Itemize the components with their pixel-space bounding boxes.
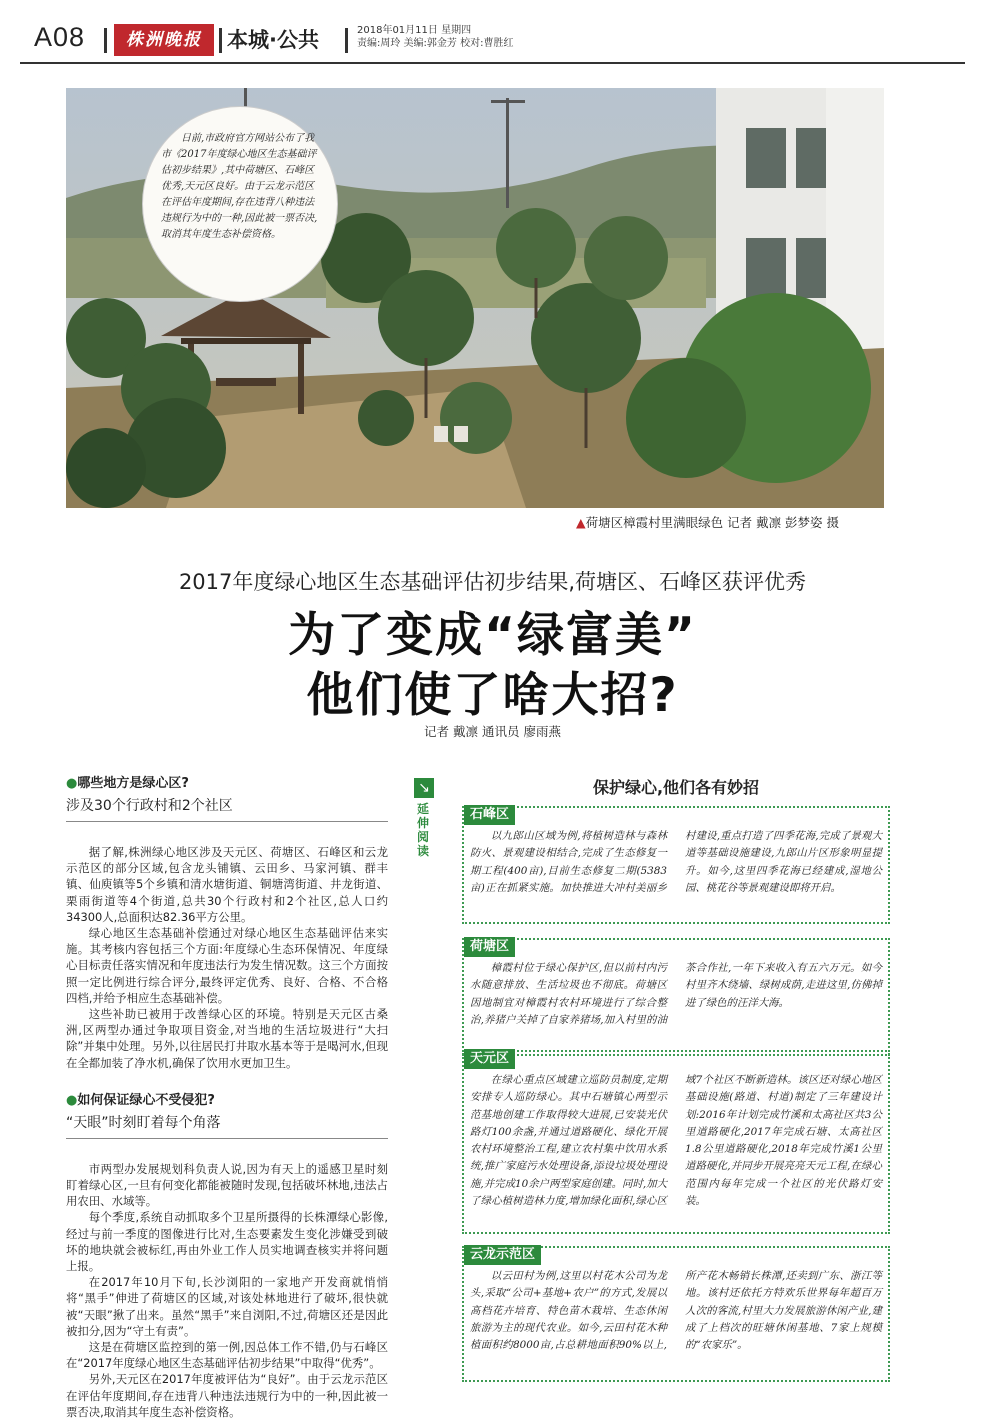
paragraph: 每个季度,系统自动抓取多个卫星所摄得的长株潭绿心影像,经过与前一季度的图像进行比对,生态要素发生变化涉嫌受到破坏的地块就会被标红,再由外业工作人员实地调查核实并将问题上报。 <box>66 1210 388 1274</box>
district-box-shifeng <box>462 806 890 924</box>
answer-subhead-2: “天眼”时刻盯着每个角落 <box>66 1112 388 1139</box>
article-subtitle: 2017年度绿心地区生态基础评估初步结果,荷塘区、石峰区获评优秀 <box>178 570 807 594</box>
photo-callout-bubble <box>142 106 338 302</box>
district-text: 樟霞村位于绿心保护区,但以前村内污水随意排放、生活垃圾也不彻底。荷塘区因地制宜对樟霞村农村环境进行了综合整治,养猪户关掉了自家养猪场,加入村里的油茶合作社,一年下来收入有五六万元。如今村里齐木绕墙、绿树成荫,走进这里,仿佛掉进了绿色的汪洋大海。 <box>470 962 882 1026</box>
page-header <box>20 22 965 60</box>
caption-text: 荷塘区樟霞村里满眼绿色 记者 戴凛 彭梦姿 摄 <box>585 515 840 530</box>
paragraph: 市两型办发展规划科负责人说,因为有天上的遥感卫星时刻盯着绿心区,一旦有何变化都能被随时发现,包括破坏林地,违法占用农田、水域等。 <box>66 1161 388 1209</box>
district-label: 石峰区 <box>464 805 515 825</box>
feature-photo <box>66 88 884 508</box>
paragraph: 这些补助已被用于改善绿心区的环境。特别是天元区古桑洲,区两型办通过争取项目资金,对当地的生活垃圾进行“大扫除”并集中处理。另外,以往居民打井取水基本等于是喝河水,但现在全都加装了净水机,确保了饮用水更加卫生。 <box>66 1007 388 1070</box>
bullet-dot-icon: ● <box>66 1092 78 1108</box>
spacer <box>66 1071 388 1089</box>
district-text: 以九郎山区域为例,将植树造林与森林防火、景观建设相结合,完成了生态修复一期工程(400亩),目前生态修复二期(5383亩)正在抓紧实施。加快推进大冲村美丽乡村建设,重点打造了四季花海,完成了景观大道等基础设施建设,九郎山片区形象明显提升。如今,这里四季花海已经建成,湿地公园、桃花谷等景观建设即将开启。 <box>470 830 882 894</box>
district-label: 云龙示范区 <box>464 1245 541 1265</box>
spacer <box>66 1139 388 1161</box>
article-title-line-2: 他们使了啥大招? <box>306 668 679 723</box>
extended-reading-tag <box>414 778 440 858</box>
header-rule <box>20 62 965 64</box>
question-heading-2 <box>66 1089 388 1108</box>
district-label: 天元区 <box>464 1049 515 1069</box>
question-2-text: 如何保证绿心不受侵犯? <box>77 1092 215 1108</box>
divider <box>219 28 222 53</box>
divider <box>104 28 107 53</box>
paragraph: 在2017年10月下旬,长沙浏阳的一家地产开发商就悄悄将“黑手”伸进了荷塘区的区域,对该处林地进行了破坏,很快就被“天眼”揪了出来。虽然“黑手”来自浏阳,不过,荷塘区还是因此被扣分,因为“守土有责”。 <box>66 1275 388 1338</box>
district-label: 荷塘区 <box>464 937 515 957</box>
arrow-icon: ↘ <box>414 778 434 798</box>
bullet-dot-icon: ● <box>66 776 78 791</box>
staff-credits: 责编:周玲 美编:郭金芳 校对:曹胜红 <box>357 38 514 49</box>
district-box-yunlong <box>462 1246 890 1382</box>
district-text: 在绿心重点区域建立巡防员制度,定期安排专人巡防绿心。其中石塘镇心两型示范基地创建工作取得较大进展,已安装光伏路灯100余盏,并通过道路硬化、绿化开展农村环境整治工程,建立农村集中饮用水系统,推广家庭污水处理设备,添设垃圾处理设施,并完成10余户两型家庭创建。同时,加大了绿心植树造林力度,增加绿化面积,绿心区域7个社区不断新造林。该区还对绿心地区基础设施(路道、村道)制定了三年建设计划:2016年计划完成竹溪和太高社区共3公里道路硬化,2017年完成石塘、太高社区1.8公里道路硬化,2018年完成竹溪1公里道路硬化,并同步开展亮亮天元工程,在绿心范围内每年完成一个社区的光伏路灯安装。 <box>470 1074 882 1208</box>
sidebar-heading: 保护绿心,他们各有妙招 <box>592 778 760 797</box>
callout-text: 日前,市政府官方网站公布了我市《2017年度绿心地区生态基础评估初步结果》,其中荷塘区、石峰区优秀,天元区良好。由于云龙示范区在评估年度期间,存在违背八种违法违规行为中的一种,因此被一票否决,取消其年度生态补偿资格。 <box>161 133 318 240</box>
paragraph: 绿心地区生态基础补偿通过对绿心地区生态基础评估来实施。其考核内容包括三个方面:年度绿心生态环保情况、年度绿心目标责任落实情况和年度违法行为发生情况数。这三个方面按照一定比例进行综合评分,最终评定优秀、良好、合格、不合格四档,并给予相应生态基础补偿。 <box>66 926 388 1005</box>
main-article-column <box>66 772 388 1420</box>
newspaper-logo: 株洲晚报 <box>114 24 214 56</box>
question-heading-1 <box>66 772 388 791</box>
extended-reading-label: 延伸阅读 <box>416 802 429 858</box>
district-box-tianyuan <box>462 1050 890 1234</box>
paragraph: 据了解,株洲绿心地区涉及天元区、荷塘区、石峰区和云龙示范区的部分区域,包含龙头铺镇、云田乡、马家河镇、群丰镇、仙庾镇等5个乡镇和清水塘街道、铜塘湾街道、井龙街道、栗雨街道等4个街道,总共30个行政村和2个社区,总人口约34300人,总面积达82.36平方公里。 <box>66 845 388 924</box>
article-title-line-1: 为了变成“绿富美” <box>288 608 697 663</box>
issue-meta <box>357 24 513 50</box>
district-box-hetang <box>462 938 890 1056</box>
photo-caption <box>576 513 839 531</box>
page-number: A08 <box>34 22 86 52</box>
divider <box>345 28 348 53</box>
question-1-text: 哪些地方是绿心区? <box>77 776 189 791</box>
paragraph: 另外,天元区在2017年度被评估为“良好”。由于云龙示范区在评估年度期间,存在违背八种违法违规行为中的一种,因此被一票否决,取消其年度生态补偿资格。 <box>66 1372 388 1419</box>
issue-date: 2018年01月11日 星期四 <box>357 25 472 36</box>
section-name: 本城·公共 <box>227 28 319 52</box>
caption-triangle-icon: ▲ <box>576 515 586 530</box>
answer-subhead-1: 涉及30个行政村和2个社区 <box>66 795 388 822</box>
paragraph: 这是在荷塘区监控到的第一例,因总体工作不错,仍与石峰区在“2017年度绿心地区生态基础评估初步结果”中取得“优秀”。 <box>66 1340 388 1371</box>
spacer <box>66 822 388 844</box>
district-text: 以云田村为例,这里以村花木公司为龙头,采取“公司+基地+农户”的方式,发展以高档花卉培育、特色苗木栽培、生态休闲旅游为主的现代农业。如今,云田村花木种植面积约8000亩,占总耕地面积90%以上,所产花木畅销长株潭,还卖到广东、浙江等地。该村还依托方特欢乐世界每年超百万人次的客流,村里大力发展旅游休闲产业,建成了上档次的旺塘休闲基地、7家上规模的“农家乐”。 <box>470 1270 882 1352</box>
article-byline: 记者 戴凛 通讯员 廖雨燕 <box>424 724 561 739</box>
